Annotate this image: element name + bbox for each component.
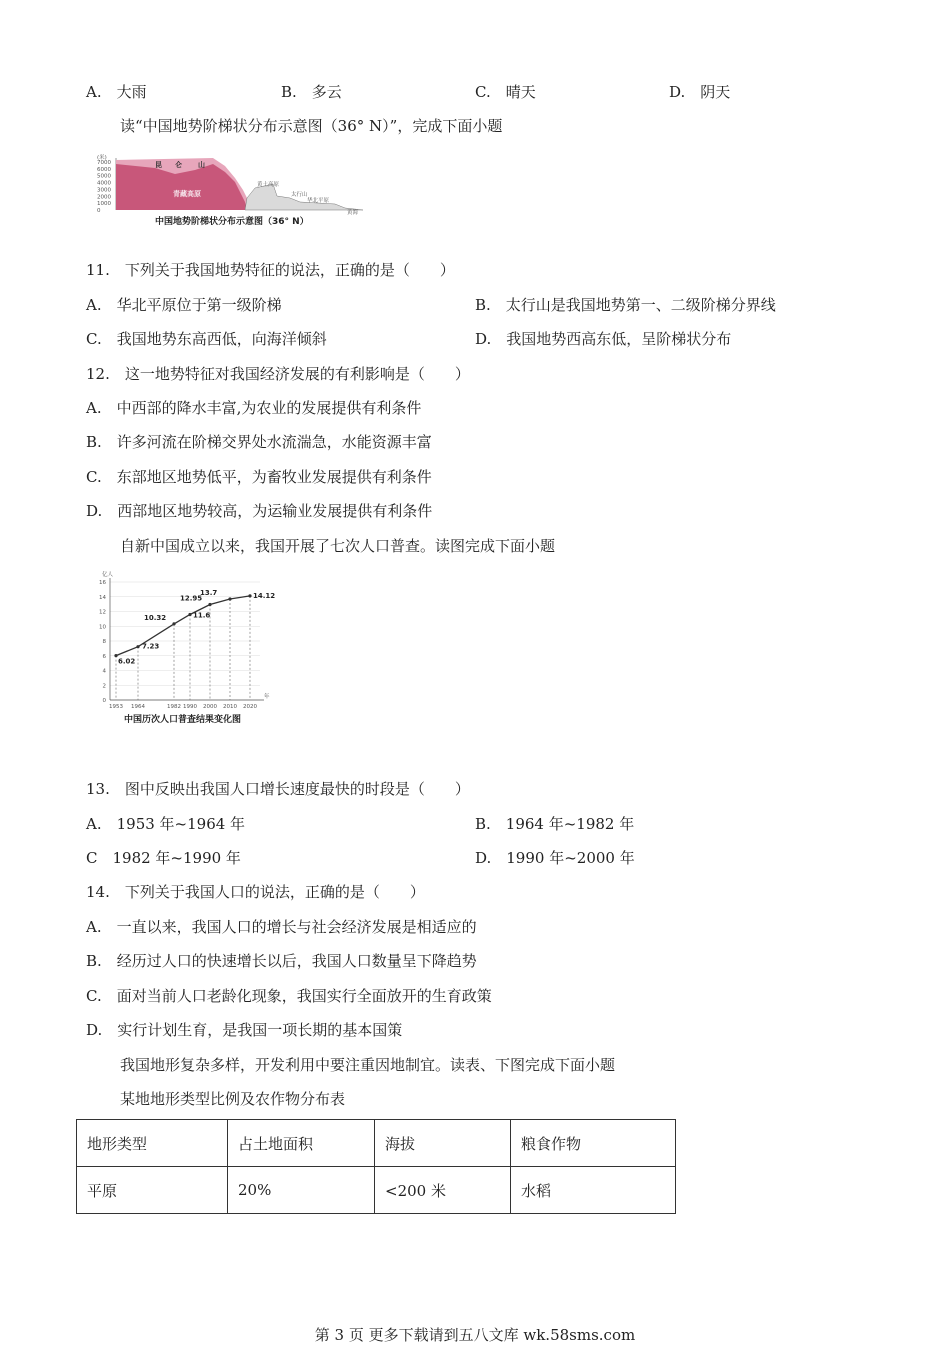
q11-option-d: D. 我国地势西高东低，呈阶梯状分布 bbox=[475, 330, 732, 348]
terrain-y-tick: 4000 bbox=[97, 180, 111, 187]
y-tick-label: 10 bbox=[99, 624, 106, 631]
q13-option-d: D. 1990 年~2000 年 bbox=[475, 849, 635, 867]
data-label: 6.02 bbox=[118, 657, 136, 666]
table-cell: <200 米 bbox=[375, 1167, 511, 1214]
q10-option-d: D. 阴天 bbox=[669, 83, 731, 101]
census-line-chart bbox=[90, 570, 280, 730]
q11-option-a: A. 华北平原位于第一级阶梯 bbox=[86, 296, 282, 314]
data-point bbox=[248, 594, 251, 597]
census-intro: 自新中国成立以来，我国开展了七次人口普查。读图完成下面小题 bbox=[120, 537, 556, 555]
data-point bbox=[172, 622, 175, 625]
terrain-y-unit: (米) bbox=[97, 155, 107, 161]
q14-option-c: C. 面对当前人口老龄化现象，我国实行全面放开的生育政策 bbox=[86, 987, 492, 1005]
x-tick-label: 1990 bbox=[183, 704, 197, 710]
q10-option-b: B. 多云 bbox=[281, 83, 342, 101]
label-loess: 黄土高原 bbox=[257, 182, 280, 188]
label-shan: 山 bbox=[198, 161, 205, 169]
q10-option-c: C. 晴天 bbox=[475, 83, 536, 101]
table-intro: 我国地形复杂多样，开发利用中要注重因地制宜。读表、下图完成下面小题 bbox=[120, 1056, 616, 1074]
label-plain: 华北平原 bbox=[307, 198, 330, 204]
data-point bbox=[188, 613, 191, 616]
terrain-caption: 中国地势阶梯状分布示意图（36° N） bbox=[155, 217, 309, 227]
table-cell: 20% bbox=[228, 1167, 375, 1214]
q14-option-a: A. 一直以来，我国人口的增长与社会经济发展是相适应的 bbox=[86, 918, 477, 936]
y-tick-label: 0 bbox=[102, 698, 106, 704]
y-tick-label: 4 bbox=[102, 668, 106, 675]
data-label: 7.23 bbox=[142, 642, 160, 651]
q12-option-a: A. 中西部的降水丰富,为农业的发展提供有利条件 bbox=[86, 399, 422, 417]
data-point bbox=[136, 645, 139, 648]
y-tick-label: 2 bbox=[102, 683, 106, 690]
y-tick-label: 8 bbox=[102, 639, 106, 645]
x-tick-label: 2000 bbox=[203, 704, 217, 710]
x-tick-label: 1953 bbox=[109, 704, 123, 710]
data-label: 11.6 bbox=[193, 611, 211, 620]
q13-option-c: C 1982 年~1990 年 bbox=[86, 849, 241, 867]
terrain-y-tick: 5000 bbox=[97, 173, 111, 180]
page-footer: 第 3 页 更多下载请到五八文库 wk.58sms.com bbox=[314, 1326, 636, 1344]
q13-stem: 13. 图中反映出我国人口增长速度最快的时段是（ ） bbox=[86, 780, 470, 798]
q14-stem: 14. 下列关于我国人口的说法，正确的是（ ） bbox=[86, 883, 425, 901]
label-taihang: 太行山 bbox=[291, 192, 308, 198]
x-tick-label: 2020 bbox=[243, 704, 257, 710]
data-label: 12.95 bbox=[180, 594, 203, 603]
y-tick-label: 14 bbox=[99, 594, 106, 601]
label-lun: 仑 bbox=[175, 161, 182, 169]
q12-stem: 12. 这一地势特征对我国经济发展的有利影响是（ ） bbox=[86, 365, 470, 383]
q12-option-b: B. 许多河流在阶梯交界处水流湍急，水能资源丰富 bbox=[86, 433, 432, 451]
table-header-cell: 海拔 bbox=[375, 1120, 511, 1167]
table-header-cell: 粮食作物 bbox=[511, 1120, 676, 1167]
q12-option-c: C. 东部地区地势低平，为畜牧业发展提供有利条件 bbox=[86, 468, 432, 486]
q10-option-a: A. 大雨 bbox=[86, 83, 147, 101]
label-sea: 黄海 bbox=[347, 210, 359, 216]
x-tick-label: 1964 bbox=[131, 704, 145, 710]
q13-option-a: A. 1953 年~1964 年 bbox=[86, 815, 246, 833]
data-point bbox=[228, 597, 231, 600]
data-label: 14.12 bbox=[253, 591, 276, 600]
terrain-y-tick: 2000 bbox=[97, 194, 111, 201]
y-tick-label: 16 bbox=[99, 580, 106, 586]
y-axis-label: 亿人 bbox=[102, 572, 114, 578]
data-label: 10.32 bbox=[144, 613, 167, 622]
terrain-y-tick: 3000 bbox=[97, 187, 111, 194]
table-cell: 平原 bbox=[77, 1167, 228, 1214]
x-axis-label: 年 bbox=[264, 694, 270, 700]
terrain-profile-figure bbox=[95, 150, 370, 230]
q12-option-d: D. 西部地区地势较高，为运输业发展提供有利条件 bbox=[86, 502, 433, 520]
x-tick-label: 2010 bbox=[223, 704, 237, 710]
terrain-y-tick: 0 bbox=[97, 208, 101, 214]
label-plateau: 青藏高原 bbox=[173, 190, 201, 198]
q11-option-b: B. 太行山是我国地势第一、二级阶梯分界线 bbox=[475, 296, 776, 314]
table-header-row bbox=[77, 1120, 676, 1167]
table-cell: 水稻 bbox=[511, 1167, 676, 1214]
terrain-y-tick: 6000 bbox=[97, 166, 111, 173]
data-point bbox=[208, 603, 211, 606]
terrain-y-tick: 1000 bbox=[97, 201, 111, 208]
q11-stem: 11. 下列关于我国地势特征的说法，正确的是（ ） bbox=[86, 261, 455, 279]
q11-option-c: C. 我国地势东高西低，向海洋倾斜 bbox=[86, 330, 327, 348]
data-label: 13.7 bbox=[200, 588, 218, 597]
table-header-cell: 占土地面积 bbox=[228, 1120, 375, 1167]
y-tick-label: 6 bbox=[102, 653, 106, 660]
table-title: 某地地形类型比例及农作物分布表 bbox=[120, 1090, 346, 1108]
x-tick-label: 1982 bbox=[167, 704, 181, 710]
terrain-intro: 读“中国地势阶梯状分布示意图（36° N）”，完成下面小题 bbox=[120, 117, 503, 135]
table-row bbox=[77, 1167, 676, 1214]
label-kun: 昆 bbox=[155, 161, 162, 169]
terrain-crop-table bbox=[76, 1119, 676, 1214]
q14-option-b: B. 经历过人口的快速增长以后，我国人口数量呈下降趋势 bbox=[86, 952, 477, 970]
table-header-cell: 地形类型 bbox=[77, 1120, 228, 1167]
y-tick-label: 12 bbox=[99, 609, 106, 616]
chart-title: 中国历次人口普查结果变化图 bbox=[124, 715, 242, 725]
terrain-y-tick: 7000 bbox=[97, 160, 111, 166]
q14-option-d: D. 实行计划生育，是我国一项长期的基本国策 bbox=[86, 1021, 403, 1039]
q13-option-b: B. 1964 年~1982 年 bbox=[475, 815, 635, 833]
